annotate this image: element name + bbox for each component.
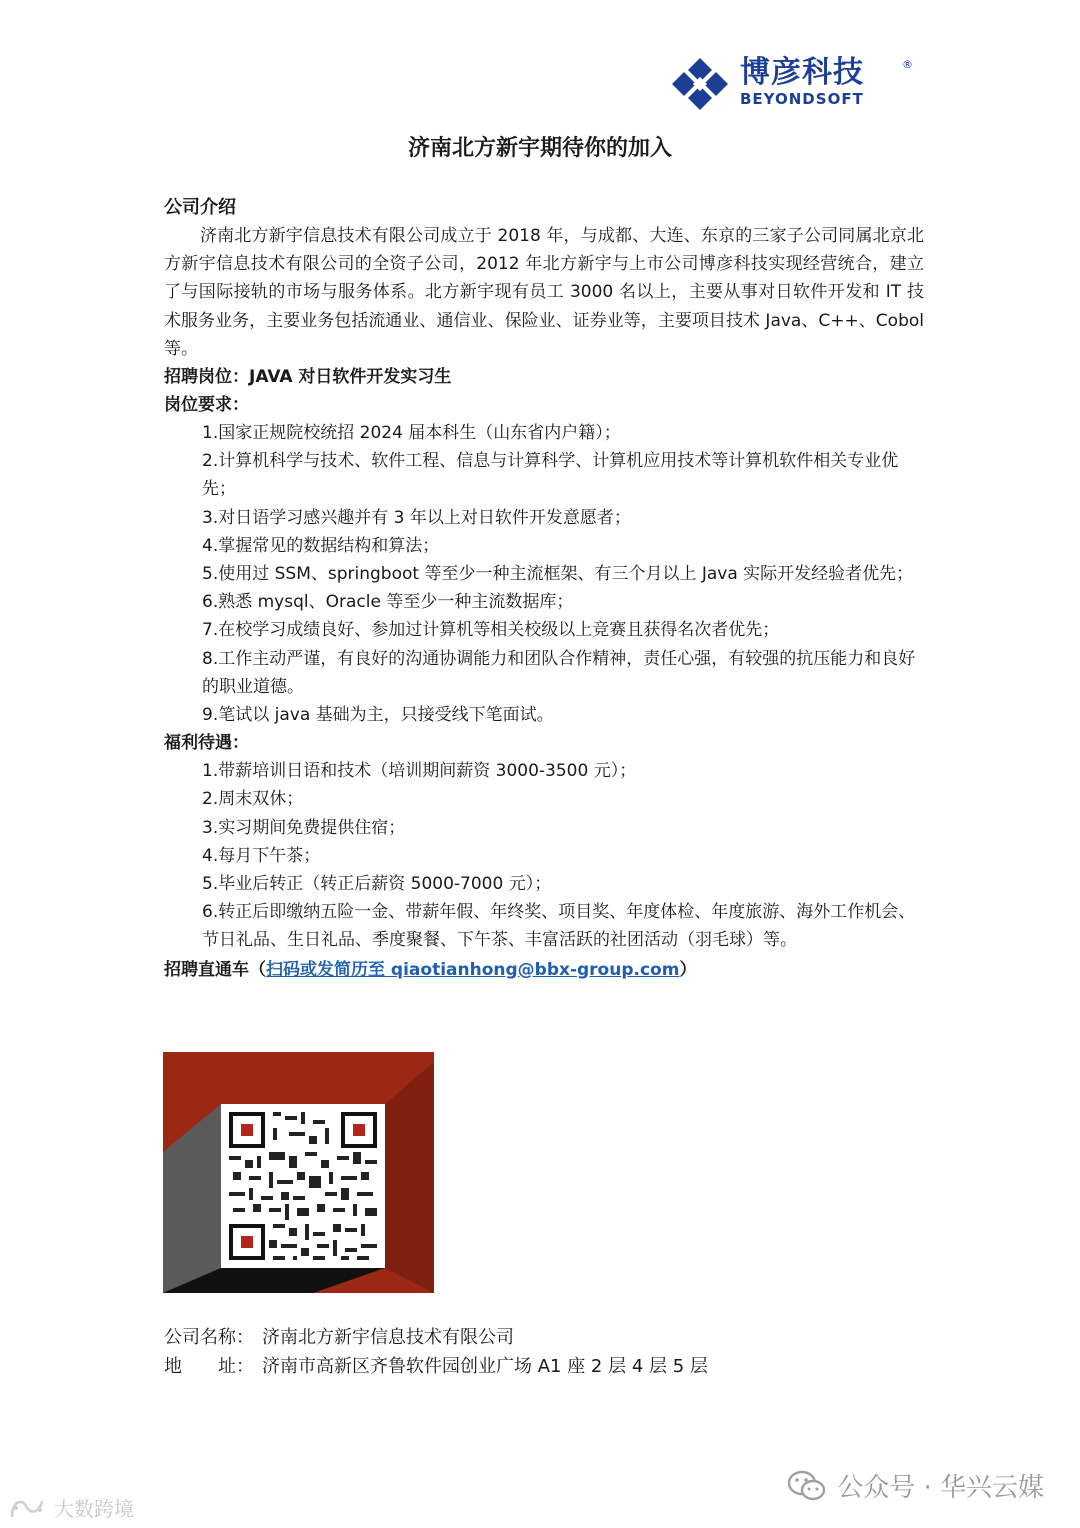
- registered-mark: ®: [902, 58, 913, 71]
- contact-line: [164, 955, 924, 985]
- list-item: 2.计算机科学与技术、软件工程、信息与计算科学、计算机应用技术等计算机软件相关专业优先；: [202, 451, 899, 500]
- logo-text-cn: 博彦科技: [740, 55, 864, 90]
- list-item: 1.国家正规院校统招 2024 届本科生（山东省内户籍）；: [202, 423, 621, 444]
- wechat-icon: [787, 1469, 827, 1503]
- position-heading: 招聘岗位：JAVA 对日软件开发实习生: [164, 367, 452, 388]
- benefits-heading: 福利待遇：: [164, 733, 249, 754]
- contact-prefix: 招聘直通车（: [164, 959, 266, 980]
- watermark-logo-icon: [8, 1494, 48, 1522]
- list-item: 5.毕业后转正（转正后薪资 5000-7000 元）；: [202, 874, 552, 895]
- qr-code-panel: [163, 1052, 434, 1293]
- company-name-value: 济南北方新宇信息技术有限公司: [262, 1327, 514, 1348]
- list-item: 6.转正后即缴纳五险一金、带薪年假、年终奖、项目奖、年度体检、年度旅游、海外工作机会、节日礼品、生日礼品、季度聚餐、下午茶、丰富活跃的社团活动（羽毛球）等。: [202, 902, 916, 951]
- list-item: 8.工作主动严谨，有良好的沟通协调能力和团队合作精神，责任心强，有较强的抗压能力和良好的职业道德。: [202, 648, 916, 697]
- address-label: 地 址：: [164, 1356, 254, 1377]
- list-item: 3.实习期间免费提供住宿；: [202, 817, 406, 838]
- intro-heading: 公司介绍: [164, 197, 236, 218]
- address-row: [164, 1352, 708, 1381]
- list-item: 4.掌握常见的数据结构和算法；: [202, 535, 440, 556]
- list-item: 4.每月下午茶；: [202, 845, 321, 866]
- main-content: [164, 194, 924, 985]
- company-logo: [668, 56, 918, 112]
- list-item: 1.带薪培训日语和技术（培训期间薪资 3000-3500 元）；: [202, 761, 637, 782]
- list-item: 9.笔试以 java 基础为主，只接受线下笔面试。: [202, 705, 554, 726]
- list-item: 2.周末双休；: [202, 789, 304, 810]
- contact-suffix: ）: [679, 959, 697, 980]
- qr-code-icon: [221, 1104, 385, 1268]
- source-watermark-text: 大数跨境: [54, 1497, 134, 1521]
- list-item: 6.熟悉 mysql、Oracle 等至少一种主流数据库；: [202, 592, 574, 613]
- diamond-logo-icon: [668, 56, 732, 112]
- list-item: 5.使用过 SSM、springboot 等至少一种主流框架、有三个月以上 Java 实际开发经验者优先；: [202, 564, 914, 585]
- page-title: 济南北方新宇期待你的加入: [407, 136, 672, 161]
- company-name-label: 公司名称：: [164, 1327, 254, 1348]
- requirements-list: [164, 419, 924, 729]
- address-value: 济南市高新区齐鲁软件园创业广场 A1 座 2 层 4 层 5 层: [262, 1356, 708, 1377]
- intro-text: 济南北方新宇信息技术有限公司成立于 2018 年，与成都、大连、东京的三家子公司同属北京北方新宇信息技术有限公司的全资子公司，2012 年北方新宇与上市公司博彦科技实现经营统合，建立了与国际接轨的市场与服务体系。北方新宇现有员工 3000 名以上，主要从事对日软件开发和 IT 技术服务业务，主要业务包括流通业、通信业、保险业、证券业等，主要项目技术 Java、C++、Cobol 等。: [164, 226, 924, 359]
- list-item: 7.在校学习成绩良好、参加过计算机等相关校级以上竞赛且获得名次者优先；: [202, 620, 780, 641]
- benefits-list: [164, 757, 924, 954]
- wechat-watermark-text: 公众号 · 华兴云媒: [837, 1473, 1044, 1503]
- list-item: 3.对日语学习感兴趣并有 3 年以上对日软件开发意愿者；: [202, 507, 631, 528]
- source-watermark: [8, 1493, 134, 1522]
- email-link[interactable]: 扫码或发简历至 qiaotianhong@bbx-group.com: [266, 959, 680, 980]
- qr-code[interactable]: [221, 1104, 385, 1268]
- company-name-row: [164, 1323, 708, 1352]
- requirements-heading: 岗位要求：: [164, 395, 249, 416]
- logo-text-en: BEYONDSOFT: [740, 90, 864, 108]
- company-footer: [164, 1323, 708, 1381]
- wechat-watermark: [787, 1467, 1044, 1504]
